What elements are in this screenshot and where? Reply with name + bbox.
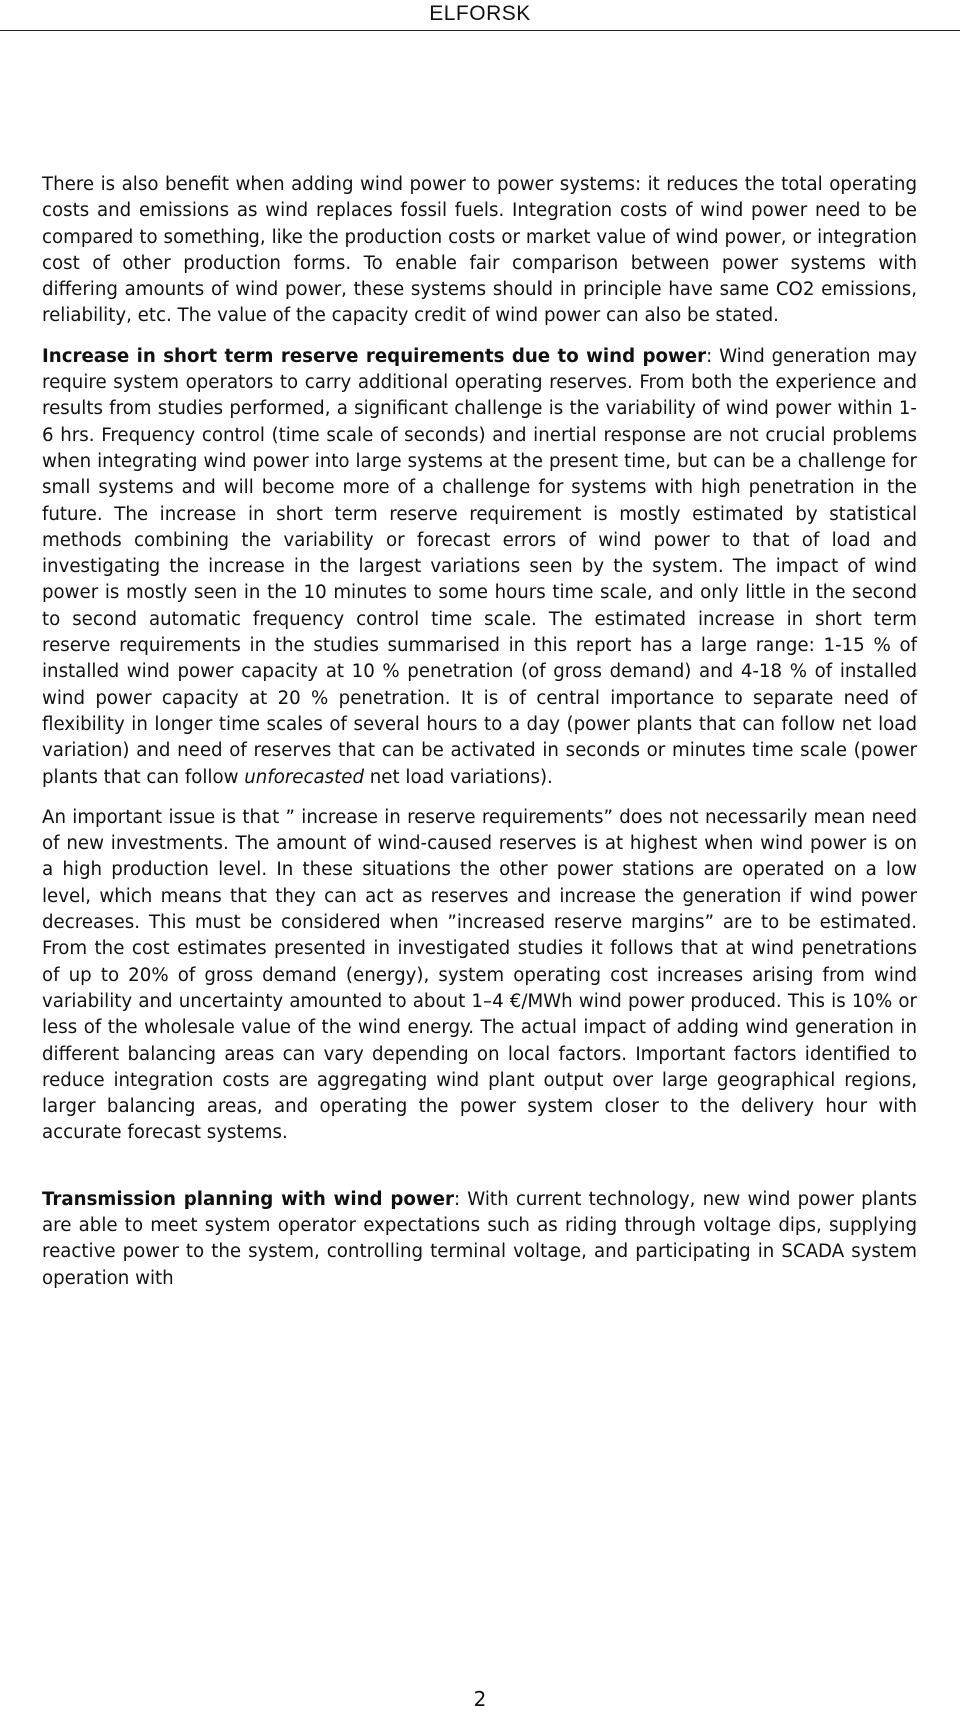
page-number: 2: [473, 1687, 487, 1711]
paragraph-important-issue: [42, 805, 917, 1147]
paragraph-transmission-planning: [42, 1187, 917, 1292]
page-header: [0, 0, 960, 31]
reserve-requirements-italic: unforecasted: [244, 766, 364, 788]
reserve-requirements-heading: Increase in short term reserve requirements due to wind power: [42, 345, 707, 367]
reserve-requirements-text-a: : Wind generation may require system operators to carry additional operating reserves. From both the experience and results from studies performed, a significant challenge is the variability of wind power within 1-6 hrs. Frequency control (time scale of seconds) and inertial response are not crucial problems when integrating wind power into large systems at the present time, but can be a challenge for small systems and will become more of a challenge for systems with high penetration in the future. The increase in short term reserve requirement is mostly estimated by statistical methods combining the variability or forecast errors of wind power to that of load and investigating the increase in the largest variations seen by the system. The impact of wind power is mostly seen in the 10 minutes to some hours time scale, and only little in the second to second automatic frequency control time scale. The estimated increase in short term reserve requirements in the studies summarised in this report has a large range: 1-15 % of installed wind power capacity at 10 % penetration (of gross demand) and 4-18 % of installed wind power capacity at 20 % penetration. It is of central importance to separate need of flexibility in longer time scales of several hours to a day (power plants that can follow net load variation) and need of reserves that can be activated in seconds or minutes time scale (power plants that can follow: [42, 345, 917, 788]
paragraph-benefit-text: There is also benefit when adding wind power to power systems: it reduces the total operating costs and emissions as wind replaces fossil fuels. Integration costs of wind power need to be compared to something, like the production costs or market value of wind power, or integration cost of other production forms. To enable fair comparison between power systems with differing amounts of wind power, these systems should in principle have same CO2 emissions, reliability, etc. The value of the capacity credit of wind power can also be stated.: [42, 174, 917, 327]
transmission-planning-text: : With current technology, new wind power plants are able to meet system operator expectations such as riding through voltage dips, supplying reactive power to the system, controlling terminal voltage, and participating in SCADA system operation with: [42, 1188, 917, 1289]
important-issue-text: An important issue is that ” increase in reserve requirements” does not necessarily mean need of new investments. The amount of wind-caused reserves is at highest when wind power is on a high production level. In these situations the other power stations are operated on a low level, which means that they can act as reserves and increase the generation if wind power decreases. This must be considered when ”increased reserve margins” are to be estimated. From the cost estimates presented in investigated studies it follows that at wind penetrations of up to 20% of gross demand (energy), system operating cost increases arising from wind variability and uncertainty amounted to about 1–4 €/MWh wind power produced. This is 10% or less of the wholesale value of the wind energy. The actual impact of adding wind generation in different balancing areas can vary depending on local factors. Important factors identified to reduce integration costs are aggregating wind plant output over large geographical regions, larger balancing areas, and operating the power system closer to the delivery hour with accurate forecast systems.: [42, 806, 917, 1144]
header-title: ELFORSK: [429, 2, 531, 25]
transmission-planning-heading: Transmission planning with wind power: [42, 1188, 454, 1210]
paragraph-benefit: [42, 172, 917, 330]
paragraph-reserve-requirements: [42, 344, 917, 791]
reserve-requirements-text-b: net load variations).: [364, 766, 553, 788]
document-body: [42, 172, 917, 1306]
